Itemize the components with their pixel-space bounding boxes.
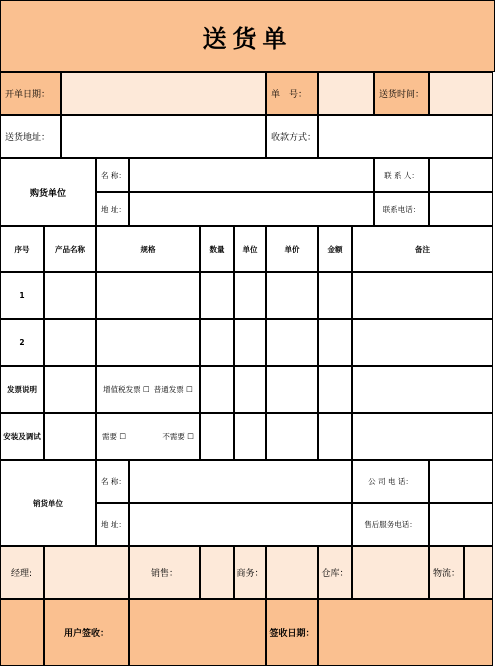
buyer-address-label: 地 址：	[96, 192, 129, 226]
seller-address-label: 地 址：	[96, 503, 129, 546]
delivery-address-label: 送货地址：	[0, 115, 61, 158]
seller-address-field[interactable]	[129, 503, 352, 546]
col-header-amount: 金额	[318, 226, 352, 272]
delivery-time-field[interactable]	[429, 72, 493, 115]
row-2-product[interactable]	[44, 319, 96, 366]
buyer-name-label: 名 称：	[96, 158, 129, 192]
col-header-index: 序号	[0, 226, 44, 272]
order-date-field[interactable]	[61, 72, 266, 115]
manager-field[interactable]	[44, 546, 129, 599]
business-field[interactable]	[266, 546, 318, 599]
user-sign-label: 用户签收：	[44, 599, 129, 666]
seller-name-label: 名 称：	[96, 460, 129, 503]
row-2-spec[interactable]	[96, 319, 200, 366]
invoice-blank-cell	[44, 366, 96, 413]
col-header-product: 产品名称	[44, 226, 96, 272]
buyer-unit-label: 购货单位	[0, 158, 96, 226]
invoice-remarks-cell[interactable]	[352, 366, 493, 413]
warehouse-field[interactable]	[352, 546, 429, 599]
install-amount-cell[interactable]	[318, 413, 352, 460]
row-1-product[interactable]	[44, 272, 96, 319]
page-title: 送货单	[0, 0, 495, 72]
plain-invoice-checkbox[interactable]: 普通发票 ☐	[153, 385, 193, 394]
seller-name-field[interactable]	[129, 460, 352, 503]
invoice-qty-cell[interactable]	[200, 366, 234, 413]
install-unit-cell[interactable]	[234, 413, 266, 460]
col-header-unit: 单位	[234, 226, 266, 272]
row-2-amount[interactable]	[318, 319, 352, 366]
invoice-unit-cell[interactable]	[234, 366, 266, 413]
col-header-remarks: 备注	[352, 226, 493, 272]
order-number-label: 单 号：	[266, 72, 318, 115]
row-1-spec[interactable]	[96, 272, 200, 319]
row-1-remarks[interactable]	[352, 272, 493, 319]
invoice-price-cell[interactable]	[266, 366, 318, 413]
install-need-checkbox[interactable]: 需要 ☐	[102, 432, 127, 441]
buyer-phone-label: 联系电话：	[374, 192, 429, 226]
install-label: 安装及调试	[0, 413, 44, 460]
install-qty-cell[interactable]	[200, 413, 234, 460]
seller-phone-label: 公 司 电 话：	[352, 460, 429, 503]
install-remarks-cell[interactable]	[352, 413, 493, 460]
seller-phone-field[interactable]	[429, 460, 493, 503]
col-header-spec: 规格	[96, 226, 200, 272]
user-sign-field[interactable]	[129, 599, 266, 666]
buyer-phone-field[interactable]	[429, 192, 493, 226]
buyer-contact-field[interactable]	[429, 158, 493, 192]
payment-method-field[interactable]	[318, 115, 493, 158]
sign-date-field[interactable]	[318, 599, 493, 666]
buyer-address-field[interactable]	[129, 192, 374, 226]
row-1-unit[interactable]	[234, 272, 266, 319]
invoice-label: 发票说明	[0, 366, 44, 413]
buyer-name-field[interactable]	[129, 158, 374, 192]
delivery-time-label: 送货时间：	[374, 72, 429, 115]
row-1-price[interactable]	[266, 272, 318, 319]
payment-method-label: 收款方式：	[266, 115, 318, 158]
row-1-amount[interactable]	[318, 272, 352, 319]
invoice-options	[96, 366, 200, 413]
install-options	[96, 413, 200, 460]
logistics-label: 物流：	[429, 546, 464, 599]
col-header-qty: 数量	[200, 226, 234, 272]
install-price-cell[interactable]	[266, 413, 318, 460]
row-2-qty[interactable]	[200, 319, 234, 366]
delivery-address-field[interactable]	[61, 115, 266, 158]
logistics-field[interactable]	[464, 546, 493, 599]
sign-date-label: 签收日期：	[266, 599, 318, 666]
order-number-field[interactable]	[318, 72, 374, 115]
seller-unit-label: 销货单位	[0, 460, 96, 546]
row-1-qty[interactable]	[200, 272, 234, 319]
manager-label: 经理:	[0, 546, 44, 599]
row-2-index: 2	[0, 319, 44, 366]
col-header-price: 单价	[266, 226, 318, 272]
vat-invoice-checkbox[interactable]: 增值税发票 ☐	[103, 385, 150, 394]
invoice-amount-cell[interactable]	[318, 366, 352, 413]
install-blank-cell	[44, 413, 96, 460]
buyer-contact-label: 联 系 人：	[374, 158, 429, 192]
sales-label: 销售：	[129, 546, 200, 599]
row-1-index: 1	[0, 272, 44, 319]
row-2-remarks[interactable]	[352, 319, 493, 366]
sales-field[interactable]	[200, 546, 234, 599]
after-sales-phone-label: 售后服务电话：	[352, 503, 429, 546]
install-no-need-checkbox[interactable]: 不需要 ☐	[162, 432, 194, 441]
after-sales-phone-field[interactable]	[429, 503, 493, 546]
row-2-unit[interactable]	[234, 319, 266, 366]
row-2-price[interactable]	[266, 319, 318, 366]
warehouse-label: 仓库：	[318, 546, 352, 599]
business-label: 商务：	[234, 546, 266, 599]
footer-left-cell	[0, 599, 44, 666]
order-date-label: 开单日期：	[0, 72, 61, 115]
